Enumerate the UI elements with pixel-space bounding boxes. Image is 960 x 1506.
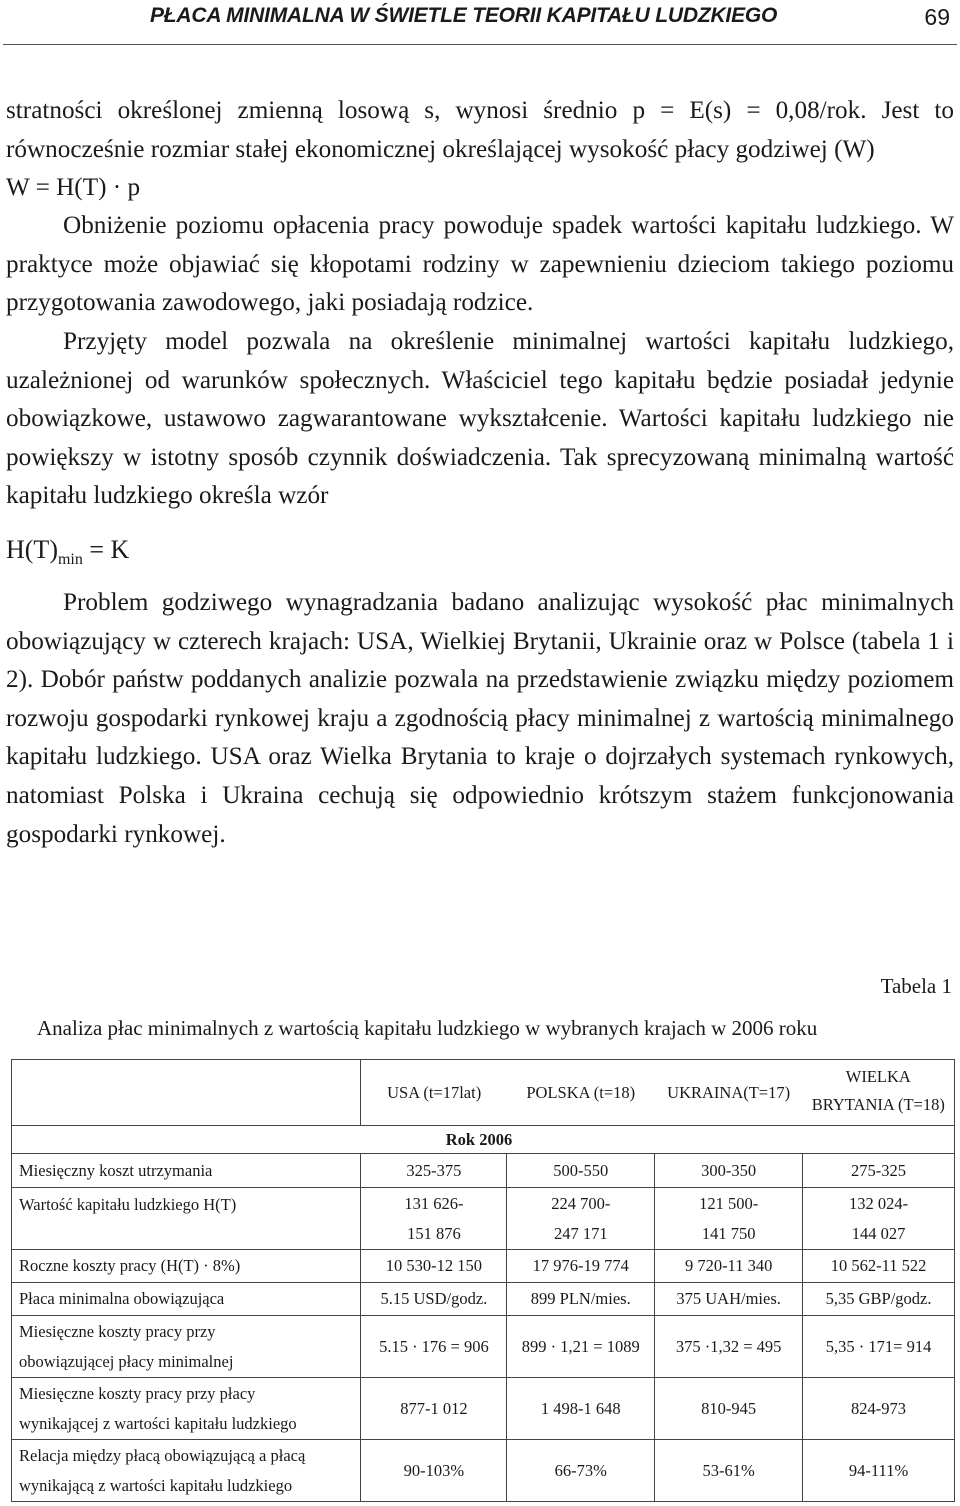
page-number: 69 [924,4,950,30]
header-empty [12,1060,361,1126]
cell [803,1188,955,1250]
running-title: PŁACA MINIMALNA W ŚWIETLE TEORII KAPITAŁU LUDZKIEGO [150,4,778,27]
cell: 325-375 [361,1154,507,1188]
equation-min-capital [6,516,954,584]
cell [655,1188,803,1250]
row-label: Wartość kapitału ludzkiego H(T) [12,1188,361,1250]
equation-subscript: min [57,551,83,569]
cell: 10 530-12 150 [361,1250,507,1283]
row-label-line1: Miesięczne koszty pracy przy płacy [19,1383,256,1403]
cell [507,1188,655,1250]
cell-line2: 151 876 [407,1223,461,1243]
row-label-line1: Relacja między płacą obowiązującą a płacą [19,1445,306,1465]
col-polska: POLSKA (t=18) [507,1060,655,1126]
cell: 899 · 1,21 = 1089 [507,1316,655,1378]
table-row [12,1188,955,1250]
cell-line1: 121 500- [699,1193,759,1213]
cell: 877-1 012 [361,1378,507,1440]
cell: 899 PLN/mies. [507,1283,655,1316]
cell: 375 ·1,32 = 495 [655,1316,803,1378]
cell: 66-73% [507,1440,655,1502]
page-header [0,0,960,50]
table-row [12,1378,955,1440]
year-label: Rok 2006 [12,1126,955,1154]
cell [361,1188,507,1250]
cell: 10 562-11 522 [803,1250,955,1283]
cell: 90-103% [361,1440,507,1502]
table-row [12,1154,955,1188]
row-label: Płaca minimalna obowiązująca [12,1283,361,1316]
paragraph-3: Przyjęty model pozwala na określenie minimalnej wartości kapitału ludzkiego, uzależnionej od warunków społecznych. Właściciel tego kapitału będzie posiadał jedynie obowiązkowe, ustawowo zagwarantowane wykształcenie. Wartości kapitału ludzkiego nie powiększy w istotny sposób czynnik doświadczenia. Tak sprecyzowaną minimalną wartość kapitału ludzkiego określa wzór [6,327,954,510]
col-ukraina: UKRAINA(T=17) [655,1060,803,1126]
table-header-row [12,1060,955,1126]
row-label-line2: wynikającą z wartości kapitału ludzkiego [19,1475,293,1495]
cell: 824-973 [803,1378,955,1440]
cell: 300-350 [655,1154,803,1188]
row-label-line1: Miesięczne koszty pracy przy [19,1321,216,1341]
cell: 5,35 GBP/godz. [803,1283,955,1316]
row-label [12,1316,361,1378]
table-row [12,1283,955,1316]
paragraph-2: Obniżenie poziomu opłacenia pracy powoduje spadek wartości kapitału ludzkiego. W praktyce może objawiać się kłopotami rodziny w zapewnieniu dzieciom takiego poziomu przygotowania zawodowego, jaki posiadają rodzice. [6,212,954,317]
cell-line2: 141 750 [701,1223,756,1243]
year-row [12,1126,955,1154]
row-label-line2: wynikającej z wartości kapitału ludzkiego [19,1413,297,1433]
cell-line1: 131 626- [404,1193,464,1213]
cell: 5.15 USD/godz. [361,1283,507,1316]
cell: 53-61% [655,1440,803,1502]
table-row [12,1250,955,1283]
table-row [12,1440,955,1502]
table-row [12,1316,955,1378]
row-label-line2: obowiązującej płacy minimalnej [19,1351,234,1371]
cell: 5,35 · 171= 914 [803,1316,955,1378]
cell: 275-325 [803,1154,955,1188]
cell-line2: 144 027 [851,1223,906,1243]
cell: 1 498-1 648 [507,1378,655,1440]
cell-line2: 247 171 [553,1223,608,1243]
equation-main: H(T) [6,534,58,564]
cell: 375 UAH/mies. [655,1283,803,1316]
cell: 5.15 · 176 = 906 [361,1316,507,1378]
cell: 500-550 [507,1154,655,1188]
equation-wage: W = H(T) · p [6,174,141,202]
cell-line1: 132 024- [848,1193,909,1213]
body-text [6,92,954,854]
cell: 810-945 [655,1378,803,1440]
col-wb-line2: BRYTANIA (T=18) [811,1095,945,1114]
col-wb-line1: WIELKA [845,1067,911,1086]
paragraph-1: stratności określonej zmienną losową s, wynosi średnio p = E(s) = 0,08/rok. Jest to równocześnie rozmiar stałej ekonomicznej określającej wysokość płacy godziwej (W) [6,97,954,163]
header-divider [3,44,957,45]
row-label [12,1440,361,1502]
col-usa: USA (t=17lat) [361,1060,507,1126]
row-label [12,1378,361,1440]
cell: 9 720-11 340 [655,1250,803,1283]
col-wielka-brytania [803,1060,955,1126]
row-label: Miesięczny koszt utrzymania [12,1154,361,1188]
cell: 94-111% [803,1440,955,1502]
row-label: Roczne koszty pracy (H(T) · 8%) [12,1250,361,1283]
cell: 17 976-19 774 [507,1250,655,1283]
table-title: Analiza płac minimalnych z wartością kapitału ludzkiego w wybranych krajach w 2006 roku [37,1016,818,1040]
data-table [11,1059,955,1502]
equation-rest: = K [82,534,130,564]
cell-line1: 224 700- [551,1193,611,1213]
table-label: Tabela 1 [880,974,952,998]
paragraph-4: Problem godziwego wynagradzania badano analizując wysokość płac minimalnych obowiązujący w czterech krajach: USA, Wielkiej Brytanii, Ukrainie oraz w Polsce (tabela 1 i 2). Dobór państw poddanych analizie pozwala na przedstawienie związku między poziomem rozwoju gospodarki rynkowej kraju a zgodnością płacy minimalnej z wartością minimalnego kapitału ludzkiego. USA oraz Wielka Brytania to kraje o dojrzałych systemach rynkowych, natomiast Polska i Ukraina cechują się odpowiednio krótszym stażem funkcjonowania gospodarki rynkowej. [6,588,954,848]
